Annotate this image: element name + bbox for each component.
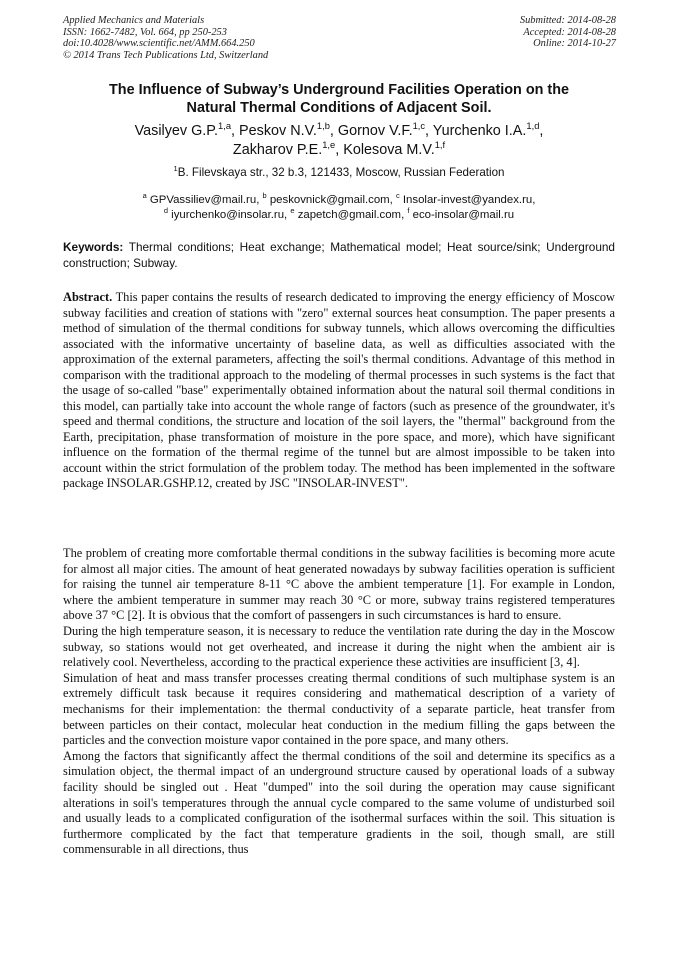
email-link[interactable]: iyurchenko@insolar.ru [171,209,285,221]
email-link[interactable]: GPVassiliev@mail.ru [149,194,257,206]
keywords-label: Keywords: [63,240,124,254]
online-date: Online: 2014-10-27 [533,38,616,50]
author-list: Vasilyev G.P.$^{1,a}$, Peskov N.V.$^{1,b}$, Gornov V.F.$^{1,c}$, Yurchenko I.A.$^{1,d}$, Zakharov P.E.$^{1,e}$, Kolesova M.V.$^{1,f}$ [134,121,544,158]
author: Zakharov P.E.$^{1,e}$ [232,140,336,158]
author: Peskov N.V.$^{1,b}$ [239,121,330,139]
author: Kolesova M.V.$^{1,f}$ [343,140,446,158]
submitted-date: Submitted: 2014-08-28 [519,15,616,26]
author: Yurchenko I.A.$^{1,d}$ [432,121,540,139]
issn: ISSN: 1662-7482, Vol. 664, pp 250-253 [63,26,227,38]
keywords-text: Thermal conditions; Heat exchange; Mathematical model; Heat source/sink; Underground construction; Subway. [63,240,615,270]
accepted-date: Accepted: 2014-08-28 [523,26,616,38]
title-line-2: Natural Thermal Conditions of Adjacent Soil. [186,100,492,116]
email-link[interactable]: peskovnick@gmail.com [269,194,390,206]
affiliation: $^1$B. Filevskaya str., 32 b.3, 121433, Moscow, Russian Federation [173,164,505,179]
keywords [63,240,615,271]
dates-header [520,15,616,50]
abstract [63,290,615,492]
abstract-label: Abstract. [63,290,113,304]
journal-header [63,15,268,61]
copyright: © 2014 Trans Tech Publications Ltd, Switzerland [63,49,269,61]
doi[interactable]: doi:10.4028/www.scientific.net/AMM.664.250 [63,38,255,50]
email-link[interactable]: zapetch@gmail.com [297,209,402,221]
body-text [63,546,615,858]
email-list: $^a$ GPVassiliev@mail.ru, $^b$ peskovnick@gmail.com, $^c$ Insolar-invest@yandex.ru, $^d$ iyurchenko@insolar.ru, $^e$ zapetch@gmail.com, $^f$ eco-insolar@mail.ru [142,191,536,221]
email-link[interactable]: Insolar-invest@yandex.ru [402,194,533,206]
body-paragraph: Among the factors that significantly affect the thermal conditions of the soil and determine its specifics as a simulation object, the thermal impact of an underground structure caused by operational loads of a subway facility should be singled out . Heat "dumped" into the soil during the operation may cause significant alterations in soil's temperatures through the annual cycle compared to the same volume of undisturbed soil and usually leads to a complicated configuration of the isothermal surfaces within the soil. This situation is furthermore complicated by the fact that temperature gradients in the soil, though small, are still commensurable in all directions, thus [63,748,615,857]
author: Vasilyev G.P.$^{1,a}$ [134,121,232,139]
paper-title [63,81,615,117]
body-paragraph: The problem of creating more comfortable thermal conditions in the subway facilities is becoming more acute for almost all major cities. The amount of heat generated nowadays by subway facilities operation is sufficient for raising the tunnel air temperature 8-11 °C above the ambient temperature [1]. For example in London, where the ambient temperature in summer may reach 30 °C or more, subway trains registered temperatures above 37 °C [2]. It is obvious that the comfort of passengers in such circumstances is hard to ensure. [63,546,615,623]
author: Gornov V.F.$^{1,c}$ [337,121,426,139]
journal-name: Applied Mechanics and Materials [63,15,205,26]
title-line-1: The Influence of Subway’s Underground Facilities Operation on the [108,82,569,98]
abstract-text: This paper contains the results of research dedicated to improving the energy efficiency of Moscow subway facilities and creation of stations with "zero" external sources heat consumption. The paper presents a method of simulation of the thermal conditions for subway tunnels, which allows overcoming the difficulties associated with the informative uncertainty of baseline data, as well as difficulties associated with the approximation of the external parameters, affecting the soil's thermal conditions. Advantage of this method in comparison with the traditional approach to the modeling of thermal processes in such systems is the fact that the usage of so-called "base" experimentally obtained information about the natural soil thermal conditions in this model, can partially take into account the whole range of factors (such as presence of the groundwater, it's speed and thermal conditions, the structure and location of the soil layers, the "thermal" background from the Earth, precipitation, phase transformation of moisture in the pore space, and more), which have significant influence on the formation of the thermal regime of the tunnel but are almost impossible to be taken into account within the strict formulation of the problem today. The method has been implemented in the software package INSOLAR.GSHP.12, created by JSC "INSOLAR-INVEST". [63,290,615,490]
email-link[interactable]: eco-insolar@mail.ru [412,209,515,221]
body-paragraph: Simulation of heat and mass transfer processes creating thermal conditions of such multiphase system is an extremely difficult task because it requires considering and mathematical description of a variety of mechanisms for their implementation: the thermal conductivity of a separate particle, heat transfer from between particles on their contact, molecular heat conduction in the medium filling the gaps between the particles and the convection moisture vapor contained in the pore space, and many others. [63,670,615,748]
body-paragraph: During the high temperature season, it is necessary to reduce the ventilation rate during the day in the Moscow subway, so stations would not get overheated, and increase it during the night when the ambient air is relatively cool. Nevertheless, according to the practical experience these activities are insufficient [3, 4]. [63,623,615,670]
